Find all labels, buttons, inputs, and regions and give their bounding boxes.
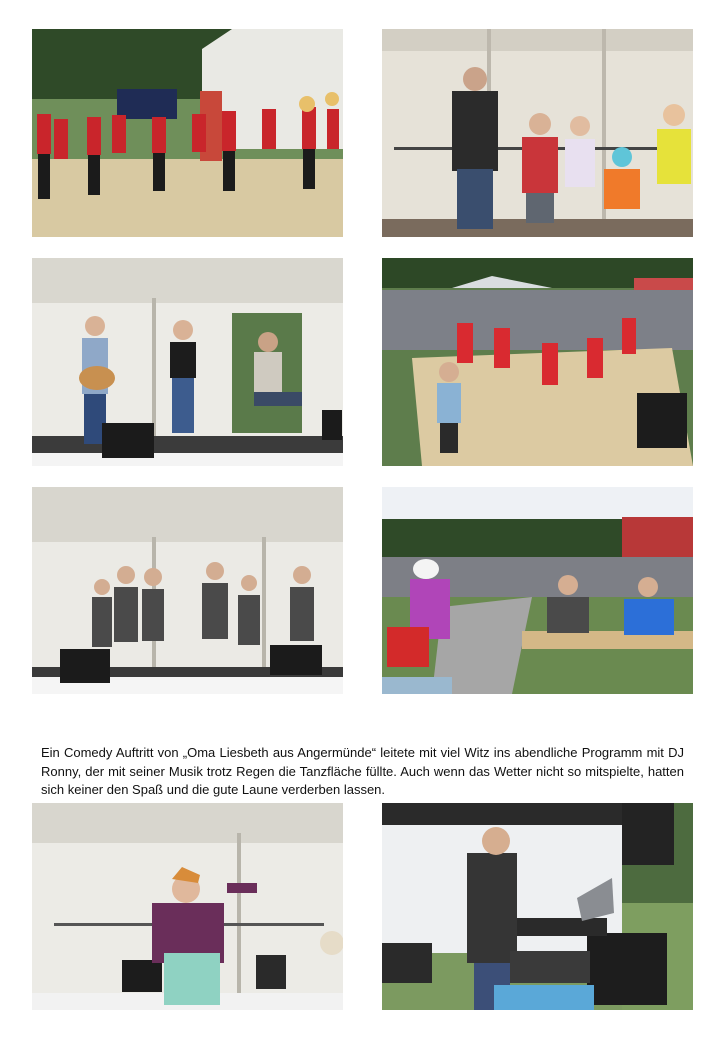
photo-brass-band bbox=[32, 29, 343, 237]
photo-audience-tables bbox=[382, 487, 693, 694]
photo-kids-on-stage bbox=[382, 29, 693, 237]
photo-dance-floor bbox=[382, 258, 693, 466]
caption-text: Ein Comedy Auftritt von „Oma Liesbeth aus Angermünde“ leitete mit viel Witz ins abendliche Programm mit DJ Ronny, der mit seiner Musik trotz Regen die Tanzfläche füllte. Auch wenn das Wetter nicht so mitspielte, hatten sich keiner den Spaß und die gute Laune verderben lassen. bbox=[41, 745, 684, 797]
photo-dancers-on-stage bbox=[32, 487, 343, 694]
photo-comedian bbox=[32, 803, 343, 1010]
photo-band-in-tent bbox=[32, 258, 343, 466]
photo-dj bbox=[382, 803, 693, 1010]
